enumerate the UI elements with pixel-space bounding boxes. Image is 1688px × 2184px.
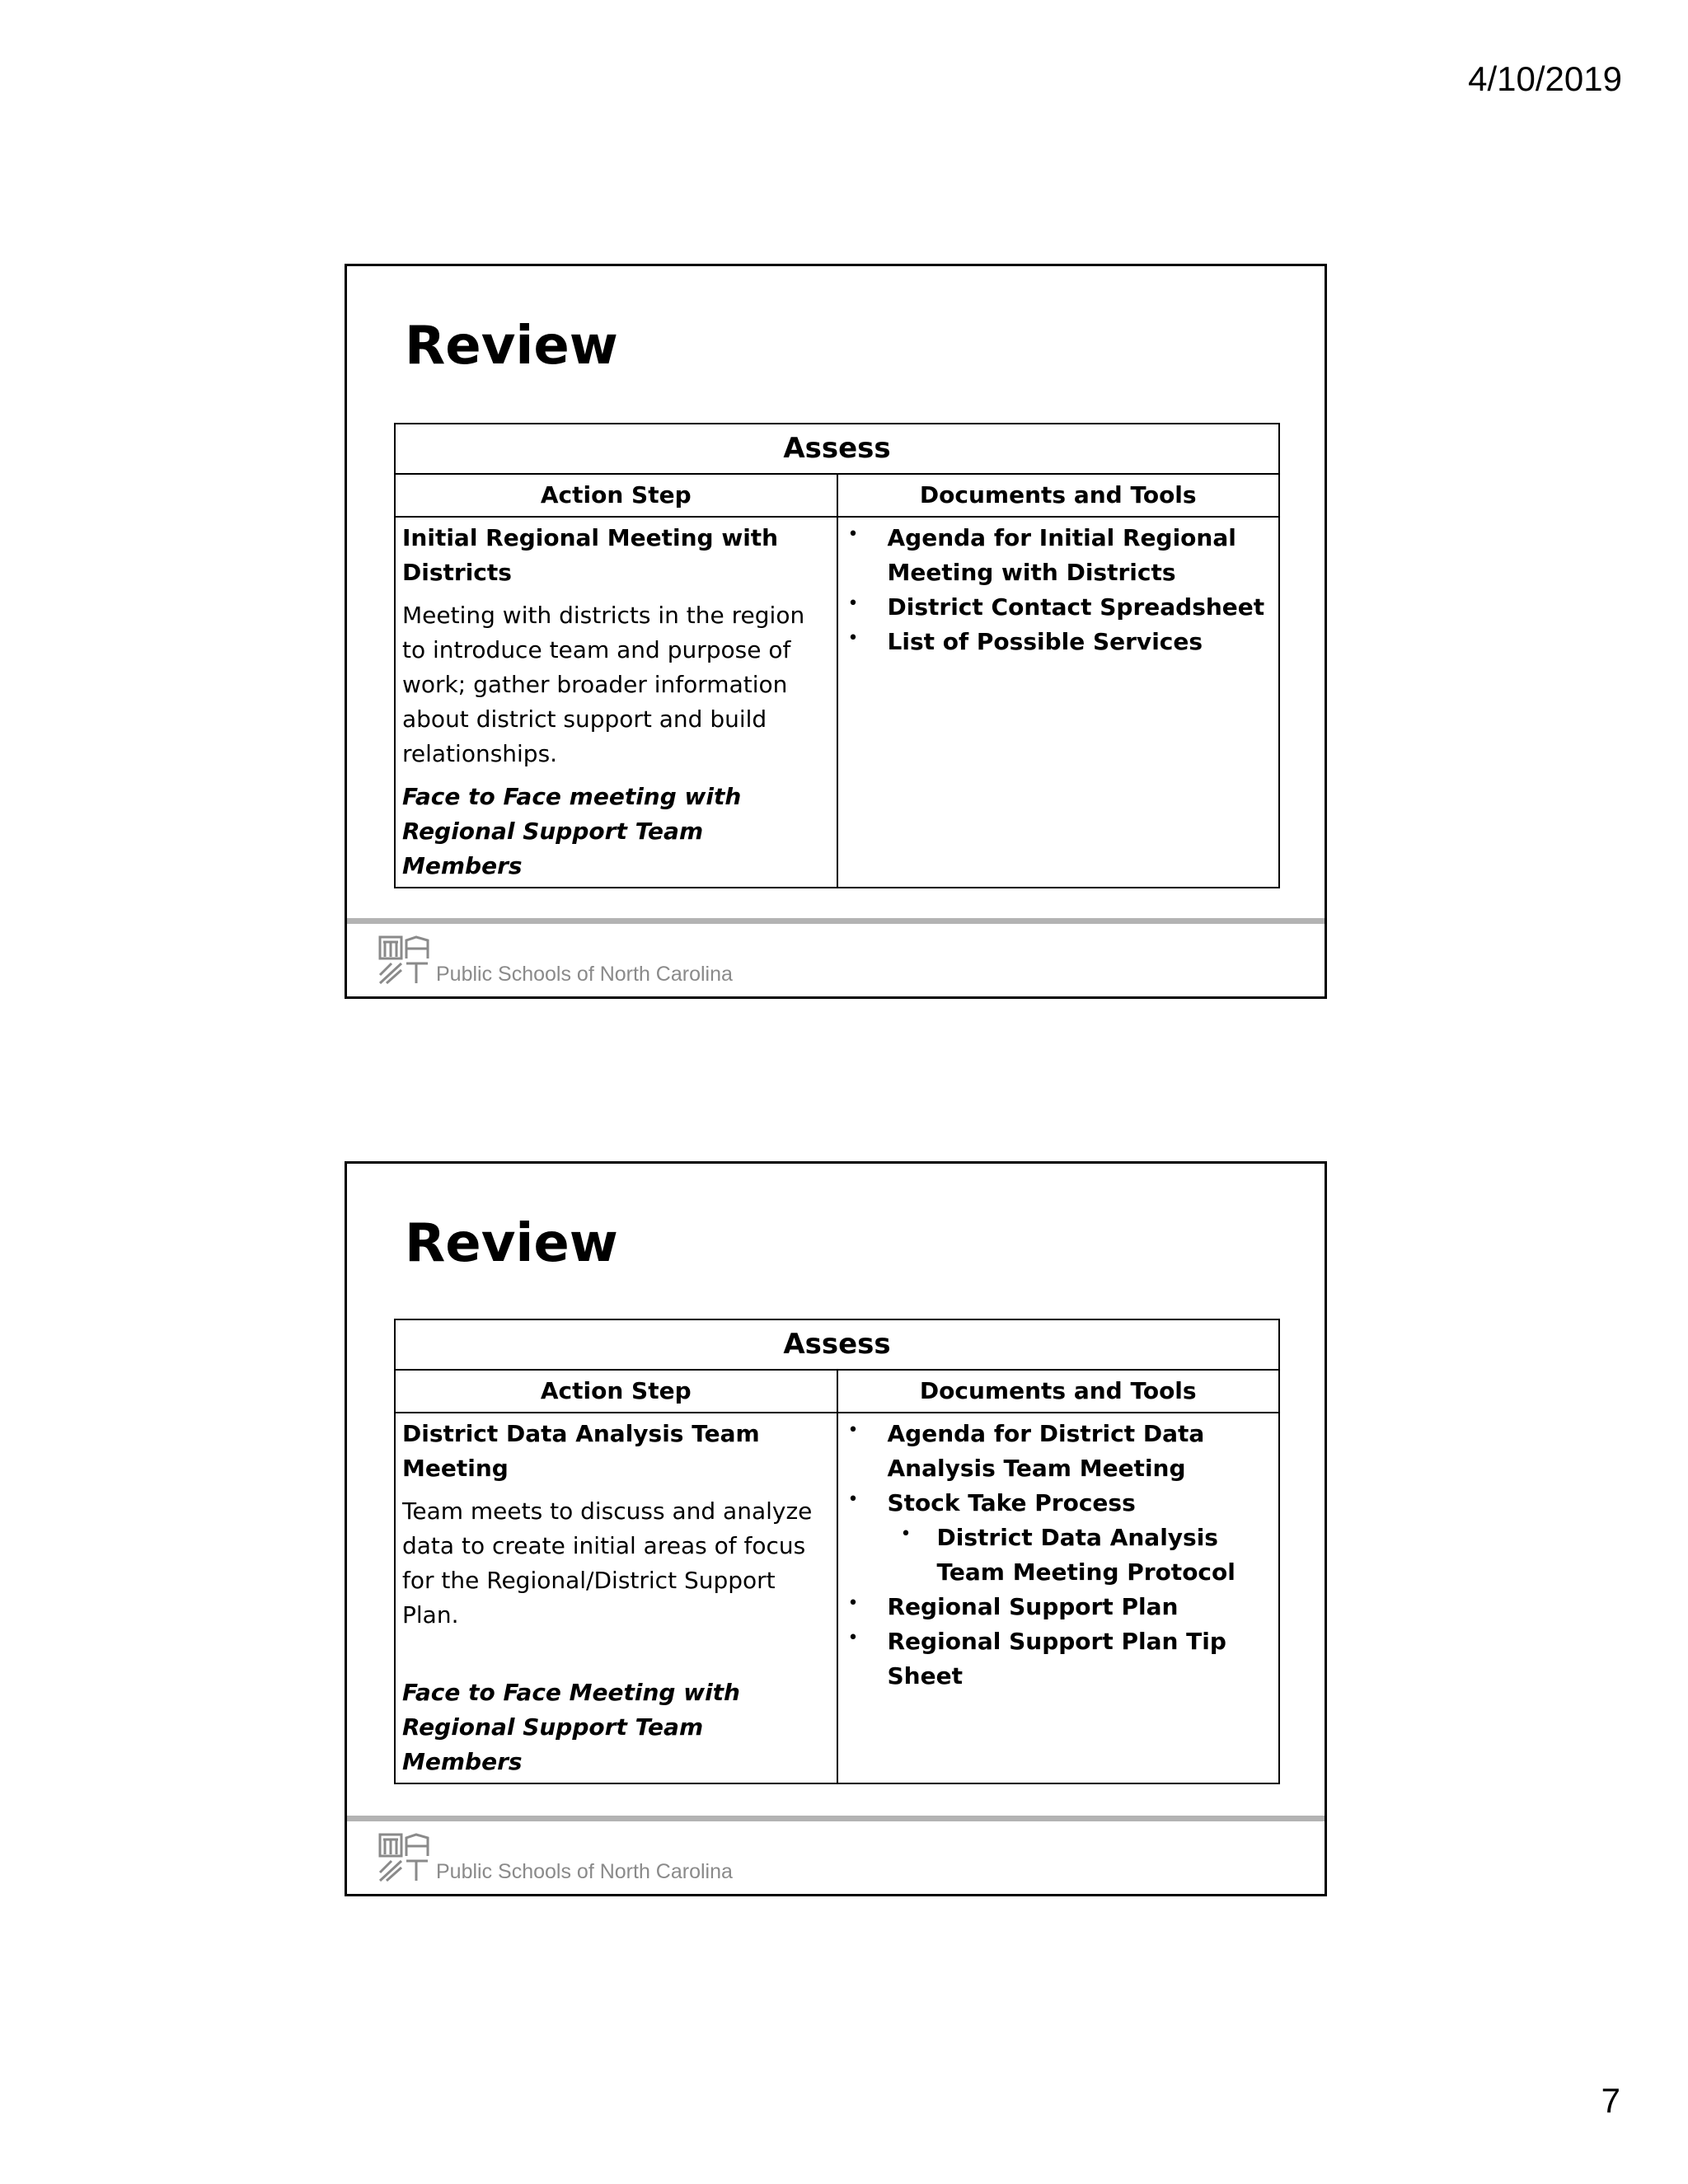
footer-org-name: Public Schools of North Carolina bbox=[436, 963, 733, 986]
table-header-assess: Assess bbox=[395, 1319, 1279, 1370]
action-step-cell bbox=[395, 1413, 837, 1783]
footer-divider bbox=[347, 918, 1325, 924]
document-item: • Agenda for District Data Analysis Team Meeting bbox=[845, 1417, 1273, 1486]
assess-table bbox=[394, 1319, 1280, 1784]
slide-title: Review bbox=[405, 1213, 618, 1274]
slide-title: Review bbox=[405, 316, 618, 377]
action-step-description: Team meets to discuss and analyze data to create initial areas of focus for the Regional/District Support Plan. bbox=[402, 1497, 813, 1629]
action-step-note: Face to Face meeting with Regional Support Team Members bbox=[402, 783, 742, 879]
column-header-documents-tools: Documents and Tools bbox=[837, 474, 1280, 517]
document-item: • List of Possible Services bbox=[845, 625, 1273, 659]
document-item: • Regional Support Plan Tip Sheet bbox=[845, 1624, 1273, 1694]
document-item: • District Contact Spreadsheet bbox=[845, 590, 1273, 625]
assess-table bbox=[394, 423, 1280, 888]
table-header-assess: Assess bbox=[395, 424, 1279, 474]
column-header-documents-tools: Documents and Tools bbox=[837, 1370, 1280, 1413]
document-item: • Agenda for Initial Regional Meeting with Districts bbox=[845, 521, 1273, 590]
action-step-cell bbox=[395, 517, 837, 888]
document-item: • Stock Take Process bbox=[845, 1486, 1273, 1521]
document-subitem: • District Data Analysis Team Meeting Protocol bbox=[845, 1521, 1273, 1590]
footer-divider bbox=[347, 1816, 1325, 1821]
documents-list bbox=[845, 1417, 1273, 1694]
action-step-note: Face to Face Meeting with Regional Support Team Members bbox=[402, 1679, 740, 1775]
column-header-action-step: Action Step bbox=[395, 1370, 837, 1413]
documents-tools-cell bbox=[837, 1413, 1280, 1783]
document-item: • Regional Support Plan bbox=[845, 1590, 1273, 1624]
documents-list bbox=[845, 521, 1273, 659]
slide-1 bbox=[345, 264, 1327, 999]
nc-public-schools-logo-icon bbox=[378, 935, 429, 987]
action-step-title: Initial Regional Meeting with Districts bbox=[402, 524, 779, 586]
documents-tools-cell bbox=[837, 517, 1280, 888]
footer-org-name: Public Schools of North Carolina bbox=[436, 1860, 733, 1883]
column-header-action-step: Action Step bbox=[395, 474, 837, 517]
nc-public-schools-logo-icon bbox=[378, 1833, 429, 1884]
action-step-description: Meeting with districts in the region to introduce team and purpose of work; gather broader information about district support and build relationships. bbox=[402, 602, 805, 767]
page-date: 4/10/2019 bbox=[1468, 59, 1622, 98]
page-number: 7 bbox=[1601, 2081, 1620, 2120]
action-step-title: District Data Analysis Team Meeting bbox=[402, 1420, 760, 1482]
slide-2 bbox=[345, 1161, 1327, 1896]
